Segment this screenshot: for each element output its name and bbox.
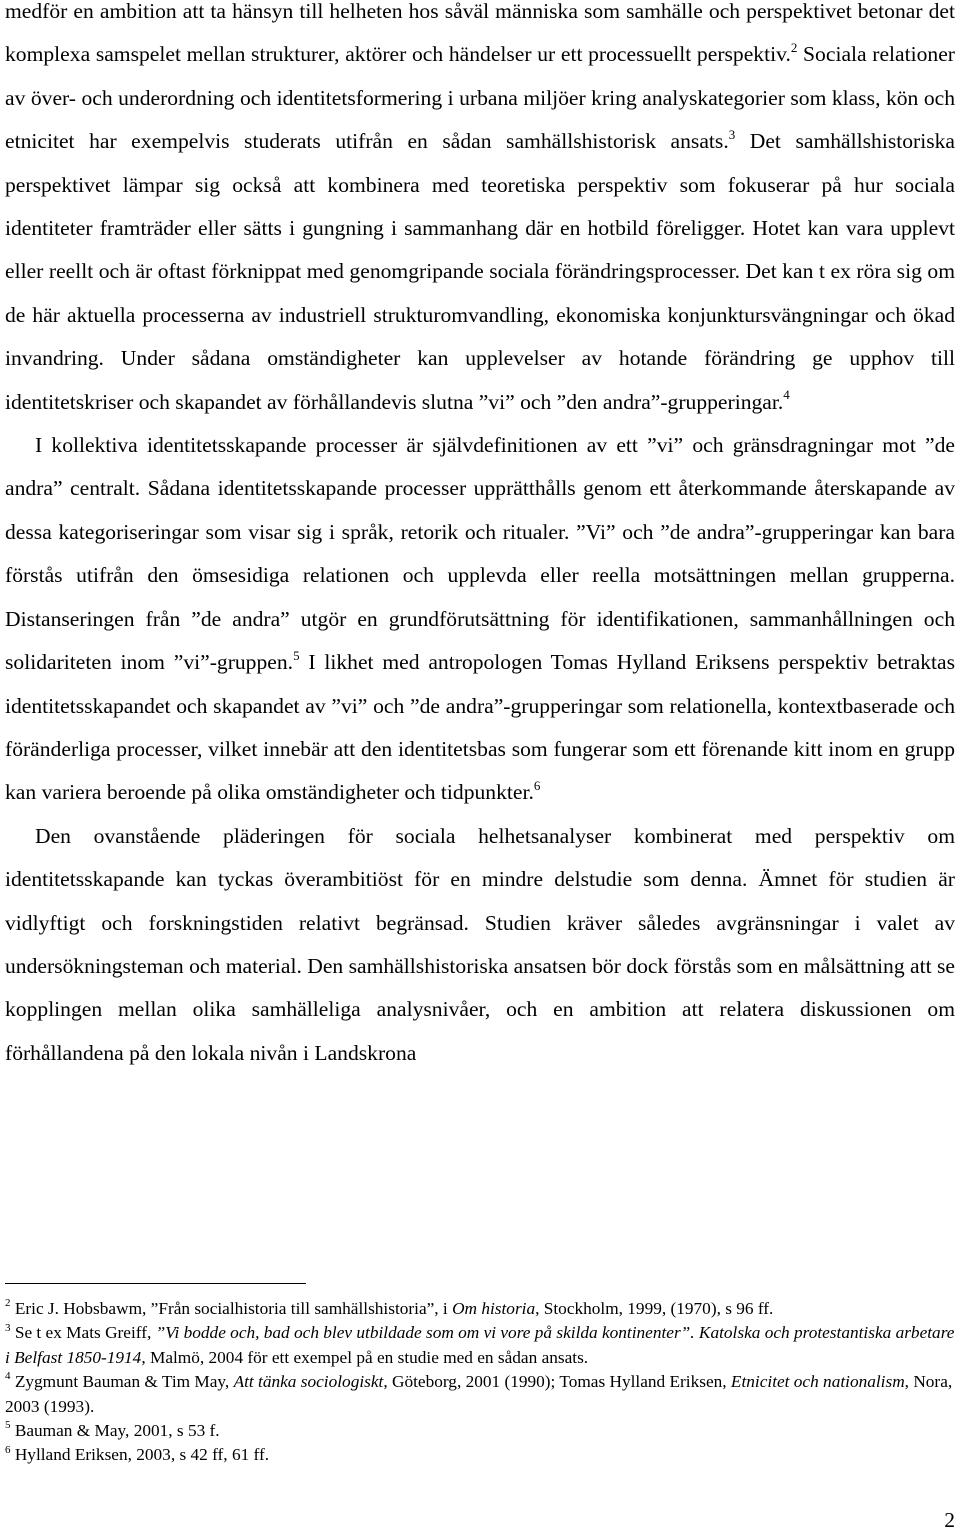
footnote-text: Bauman & May, 2001, s 53 f. — [14, 1421, 220, 1441]
paragraph-text: medför en ambition att ta hänsyn till helheten hos såväl människa som samhälle och perspektivet betonar det komplexa samspelet mellan strukturer, aktörer och händelser ur ett processuellt perspektiv. — [5, 0, 955, 67]
footnote-ref: 3 — [728, 127, 736, 143]
footnote-ref: 2 — [790, 40, 798, 56]
paragraph: Den ovanstående pläderingen för sociala helhetsanalyser kombinerat med perspektiv om identitetsskapande kan tyckas överambitiöst för en mindre delstudie som denna. Ämnet för studien är vidlyftigt och forskningstiden relativt begränsad. Studien kräver således avgränsningar i valet av undersökningsteman och material. Den samhällshistoriska ansatsen bör dock förstås som en målsättning att se kopplingen mellan olika samhälleliga analysnivåer, och en ambition att relatera diskussionen om förhållandena på den lokala nivån i Landskrona — [5, 823, 955, 1065]
footnote-ref: 6 — [533, 778, 541, 794]
paragraph-text: Det samhällshistoriska perspektivet lämpar sig också att kombinera med teoretiska perspektiv som fokuserar på hur sociala identiteter framträder eller sätts i gungning i sammanhang där en hotbild föreligger. Hotet kan vara upplevt eller reellt och är oftast förknippat med genomgripande sociala förändringsprocesser. Det kan t ex röra sig om de här aktuella processerna av industriell strukturomvandling, ekonomiska konjunktursvängningar och ökad invandring. Under sådana omständigheter kan upplevelser av hotande förändring ge upphov till identitetskriser och skapandet av förhållandevis slutna ”vi” och ”den andra”-grupperingar. — [5, 129, 956, 414]
footnotes — [5, 1297, 955, 1468]
footnote-text: Hylland Eriksen, 2003, s 42 ff, 61 ff. — [14, 1445, 270, 1465]
paragraph-text: Sociala relationer av över- och underordning och identitetsformering i urbana miljöer kring analyskategorier som klass, kön och etnicitet har exempelvis studerats utifrån en sådan samhällshistorisk ansats. — [5, 42, 955, 154]
footnote-separator — [5, 1283, 306, 1284]
footnote-number: 5 — [5, 1419, 11, 1432]
footnote-text: Se t ex Mats Greiff, — [14, 1323, 156, 1343]
footnote — [5, 1419, 955, 1443]
footnote-ref: 4 — [783, 387, 790, 403]
footnote-number: 2 — [5, 1297, 11, 1310]
footnote-text: , Göteborg, 2001 (1990); Tomas Hylland Eriksen, — [383, 1372, 731, 1392]
footnote-number: 6 — [5, 1443, 11, 1456]
footnote-text: , Malmö, 2004 för ett exempel på en studie med en sådan ansats. — [141, 1347, 589, 1367]
footnote-title: Etnicitet och nationalism — [730, 1372, 905, 1392]
footnote-title: Att tänka sociologiskt — [233, 1372, 384, 1392]
footnote-text: Zygmunt Bauman & Tim May, — [14, 1372, 234, 1392]
footnote-title: ”Vi bodde och, bad och blev utbildade som om vi vore på skilda kontinenter”. Katolska och protestantiska arbetare i Belfast 1850-1914 — [5, 1323, 955, 1367]
footnote — [5, 1297, 955, 1321]
paragraph — [5, 424, 955, 815]
paragraph — [5, 0, 955, 424]
body-text — [5, 0, 955, 1075]
footnote-title: Om historia — [452, 1299, 536, 1318]
paragraph-text: I kollektiva identitetsskapande processer är självdefinitionen av ett ”vi” och gränsdragningar mot ”de andra” centralt. Sådana identitetsskapande processer upprätthålls genom ett återkommande återskapande av dessa kategoriseringar som visar sig i språk, retorik och ritualer. ”Vi” och ”de andra”-grupperingar kan bara förstås utifrån den ömsesidiga relationen och upplevda eller reella motsättningen mellan grupperna. Distanseringen från ”de andra” utgör en grundförutsättning för identifikationen, sammanhållningen och solidariteten inom ”vi”-gruppen. — [5, 433, 955, 675]
footnote — [5, 1321, 955, 1370]
footnote-text: , Nora, 2003 (1993). — [5, 1372, 953, 1416]
paragraph-text: I likhet med antropologen Tomas Hylland Eriksens perspektiv betraktas identitetsskapandet och skapandet av ”vi” och ”de andra”-grupperingar som relationella, kontextbaserade och föränderliga processer, vilket innebär att den identitetsbas som fungerar som ett förenande kitt inom en grupp kan variera beroende på olika omständigheter och tidpunkter. — [5, 650, 955, 805]
page-number: 2 — [944, 1508, 955, 1532]
footnote-text: Eric J. Hobsbawm, ”Från socialhistoria till samhällshistoria”, i — [14, 1299, 453, 1318]
footnote-number: 4 — [5, 1370, 11, 1383]
footnote — [5, 1370, 955, 1419]
footnote — [5, 1443, 955, 1467]
footnote-text: , Stockholm, 1999, (1970), s 96 ff. — [535, 1299, 774, 1318]
footnote-ref: 5 — [293, 647, 300, 663]
footnote-number: 3 — [5, 1321, 11, 1334]
